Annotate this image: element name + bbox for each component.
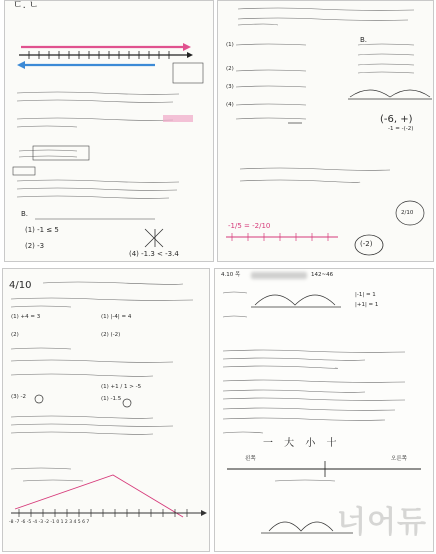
answer-2b: (4) -1.3 < -3.4 <box>129 250 179 258</box>
watermark-logo: 너어듀 <box>337 505 427 540</box>
circled-fraction: 2/10 <box>401 210 414 216</box>
equation-2: |+1| = 1 <box>355 302 379 308</box>
page-drawing <box>3 269 210 552</box>
row-1: (1) +4 = 3 <box>11 314 41 320</box>
answer-note: -1 = -(-2) <box>388 126 414 132</box>
circled-answer: (-2) <box>360 240 373 248</box>
label-right: 오른쪽 <box>391 456 407 462</box>
redacted-text <box>251 272 307 279</box>
answer-range: (-6, +) <box>380 114 413 125</box>
item-2: (2) <box>226 66 234 72</box>
item-4: (4) <box>226 102 234 108</box>
item-3: (3) <box>226 84 234 90</box>
page-drawing <box>5 1 214 262</box>
fraction-equation: -1/5 = -2/10 <box>228 222 271 230</box>
notebook-page-top-right <box>217 0 434 262</box>
equation-1: |-1| = 1 <box>355 292 376 298</box>
notebook-page-bottom-right <box>214 268 434 552</box>
answer-2: (2) -3 <box>25 242 45 250</box>
section-b-label: B. <box>360 36 368 44</box>
item-1: (1) <box>226 42 234 48</box>
notebook-page-top-left <box>4 0 214 262</box>
chinese-characters: 一 大 小 十 <box>263 438 341 449</box>
row-2: (2) <box>11 332 19 338</box>
answer-1: (1) -1 ≤ 5 <box>25 226 59 234</box>
row-2b: (2) (-2) <box>101 332 121 338</box>
row-4: (1) +1 / 1 > -5 <box>101 384 142 390</box>
page-corner-label: ㄷ. ㄴ <box>13 0 39 11</box>
row-1b: (1) |-4| = 4 <box>101 314 132 320</box>
page-date: 4.10 목 <box>221 272 241 278</box>
section-b-label: B. <box>21 210 29 218</box>
row-3: (3) -2 <box>11 394 27 400</box>
number-line-labels: -8 -7 -6 -5 -4 -3 -2 -1 0 1 2 3 4 5 6 7 <box>9 520 90 525</box>
label-left: 왼쪽 <box>245 456 256 462</box>
row-4b: (1) -1.5 <box>101 396 122 402</box>
page-date: 4/10 <box>9 280 32 291</box>
page-range: 142~46 <box>311 272 334 278</box>
notebook-page-bottom-left <box>2 268 210 552</box>
